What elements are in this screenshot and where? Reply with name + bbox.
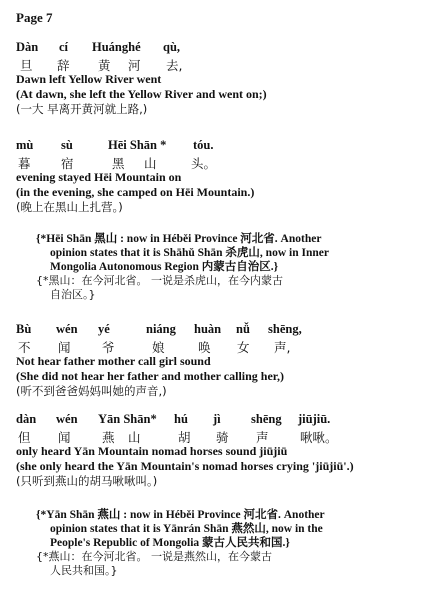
hanzi-char: 黑 (112, 156, 125, 171)
footnote-line: {*黑山：在今河北省。 一说是杀虎山，在今内蒙古 (36, 274, 283, 287)
hanzi-char: 辞 (57, 58, 70, 73)
pinyin-word: mù (16, 138, 34, 152)
footnote-line: People's Republic of Mongolia 蒙古人民共和国.} (50, 537, 290, 549)
literal-translation: Not hear father mother call girl sound (16, 354, 211, 368)
hanzi-char: 爷 (102, 340, 115, 355)
hanzi-row (16, 338, 416, 354)
hanzi-char: 暮 (18, 156, 31, 171)
pinyin-word: wén (56, 412, 78, 426)
hanzi-char: 头。 (191, 156, 217, 171)
pinyin-word: nǚ (236, 322, 250, 336)
pinyin-word: yé (98, 322, 110, 336)
footnote-line: {*燕山：在今河北省。 一说是燕然山，在今蒙古 (36, 550, 272, 563)
stanza-2 (16, 138, 416, 215)
hanzi-char: 啾啾。 (300, 430, 338, 445)
hanzi-char: 胡 (178, 430, 191, 445)
english-translation: (She did not hear her father and mother calling her,) (16, 369, 285, 383)
pinyin-word: shēng (251, 412, 282, 426)
pinyin-word: sù (61, 138, 73, 152)
footnote-line: {*Hēi Shān 黑山 : now in Héběi Province 河北省. Another (36, 233, 322, 245)
pinyin-word: qù, (163, 40, 181, 54)
hanzi-char: 骑 (216, 430, 229, 445)
english-translation: (in the evening, she camped on Hēi Mountain.) (16, 185, 255, 199)
footnote-line: 自治区。} (50, 288, 96, 301)
pinyin-word: Dàn (16, 40, 39, 54)
footnote-line: opinion states that it is Shāhǔ Shān 杀虎山, now in Inner (50, 247, 329, 259)
hanzi-char: 旦 (20, 58, 33, 73)
literal-translation: only heard Yān Mountain nomad horses sound jiūjiū (16, 444, 288, 458)
stanza-4 (16, 412, 416, 489)
stanza-1 (16, 40, 416, 117)
hanzi-char: 燕 (102, 430, 115, 445)
hanzi-char: 宿 (61, 156, 74, 171)
footnote-hei-shan (36, 232, 416, 302)
literal-translation: Dawn left Yellow River went (16, 72, 162, 86)
pinyin-word: dàn (16, 412, 37, 426)
hanzi-char: 声 (256, 430, 269, 445)
hanzi-char: 河 (128, 58, 141, 73)
hanzi-char: 不 (18, 340, 31, 355)
hanzi-row (16, 154, 416, 170)
hanzi-char: 闻 (58, 430, 71, 445)
hanzi-char: 但 (18, 430, 31, 445)
pinyin-word: jì (213, 412, 221, 426)
hanzi-char: 娘 (152, 340, 165, 355)
footnote-line: {*Yān Shān 燕山 : now in Héběi Province 河北省. Another (36, 509, 325, 521)
hanzi-char: 女 (237, 340, 250, 355)
english-translation: (she only heard the Yān Mountain's nomad horses crying 'jiūjiū'.) (16, 459, 354, 473)
pinyin-row (16, 138, 416, 154)
chinese-paraphrase: (只听到燕山的胡马啾啾叫。) (16, 474, 158, 488)
hanzi-char: 去, (166, 58, 183, 73)
page-number: Page 7 (16, 10, 53, 25)
pinyin-word: shēng, (268, 322, 302, 336)
hanzi-char: 山 (128, 430, 141, 445)
pinyin-word: Huánghé (92, 40, 141, 54)
literal-translation: evening stayed Hēi Mountain on (16, 170, 182, 184)
pinyin-row (16, 322, 416, 338)
pinyin-word: cí (59, 40, 69, 54)
chinese-paraphrase: (晚上在黑山上扎营。) (16, 200, 123, 214)
pinyin-word: huàn (194, 322, 222, 336)
footnote-yan-shan (36, 508, 416, 578)
footnote-line: Mongolia Autonomous Region 内蒙古自治区.} (50, 261, 279, 273)
hanzi-char: 闻 (58, 340, 71, 355)
pinyin-word: niáng (146, 322, 176, 336)
chinese-paraphrase: (一大 早离开黄河就上路,) (16, 102, 148, 116)
pinyin-word: wén (56, 322, 78, 336)
pinyin-word: Hēi Shān * (108, 138, 167, 152)
pinyin-word: hú (174, 412, 188, 426)
hanzi-char: 山 (144, 156, 157, 171)
stanza-3 (16, 322, 416, 399)
hanzi-row (16, 56, 416, 72)
chinese-paraphrase: (听不到爸爸妈妈叫她的声音,) (16, 384, 167, 398)
pinyin-row (16, 40, 416, 56)
hanzi-char: 唤 (198, 340, 211, 355)
hanzi-char: 声, (274, 340, 291, 355)
hanzi-row (16, 428, 416, 444)
footnote-line: 人民共和国。} (50, 564, 118, 577)
pinyin-word: tóu. (193, 138, 214, 152)
english-translation: (At dawn, she left the Yellow River and went on;) (16, 87, 267, 101)
pinyin-word: Bù (16, 322, 32, 336)
pinyin-word: Yān Shān* (98, 412, 157, 426)
hanzi-char: 黄 (98, 58, 111, 73)
footnote-line: opinion states that it is Yānrán Shān 燕然山, now in the (50, 523, 323, 535)
pinyin-row (16, 412, 416, 428)
pinyin-word: jiūjiū. (298, 412, 331, 426)
